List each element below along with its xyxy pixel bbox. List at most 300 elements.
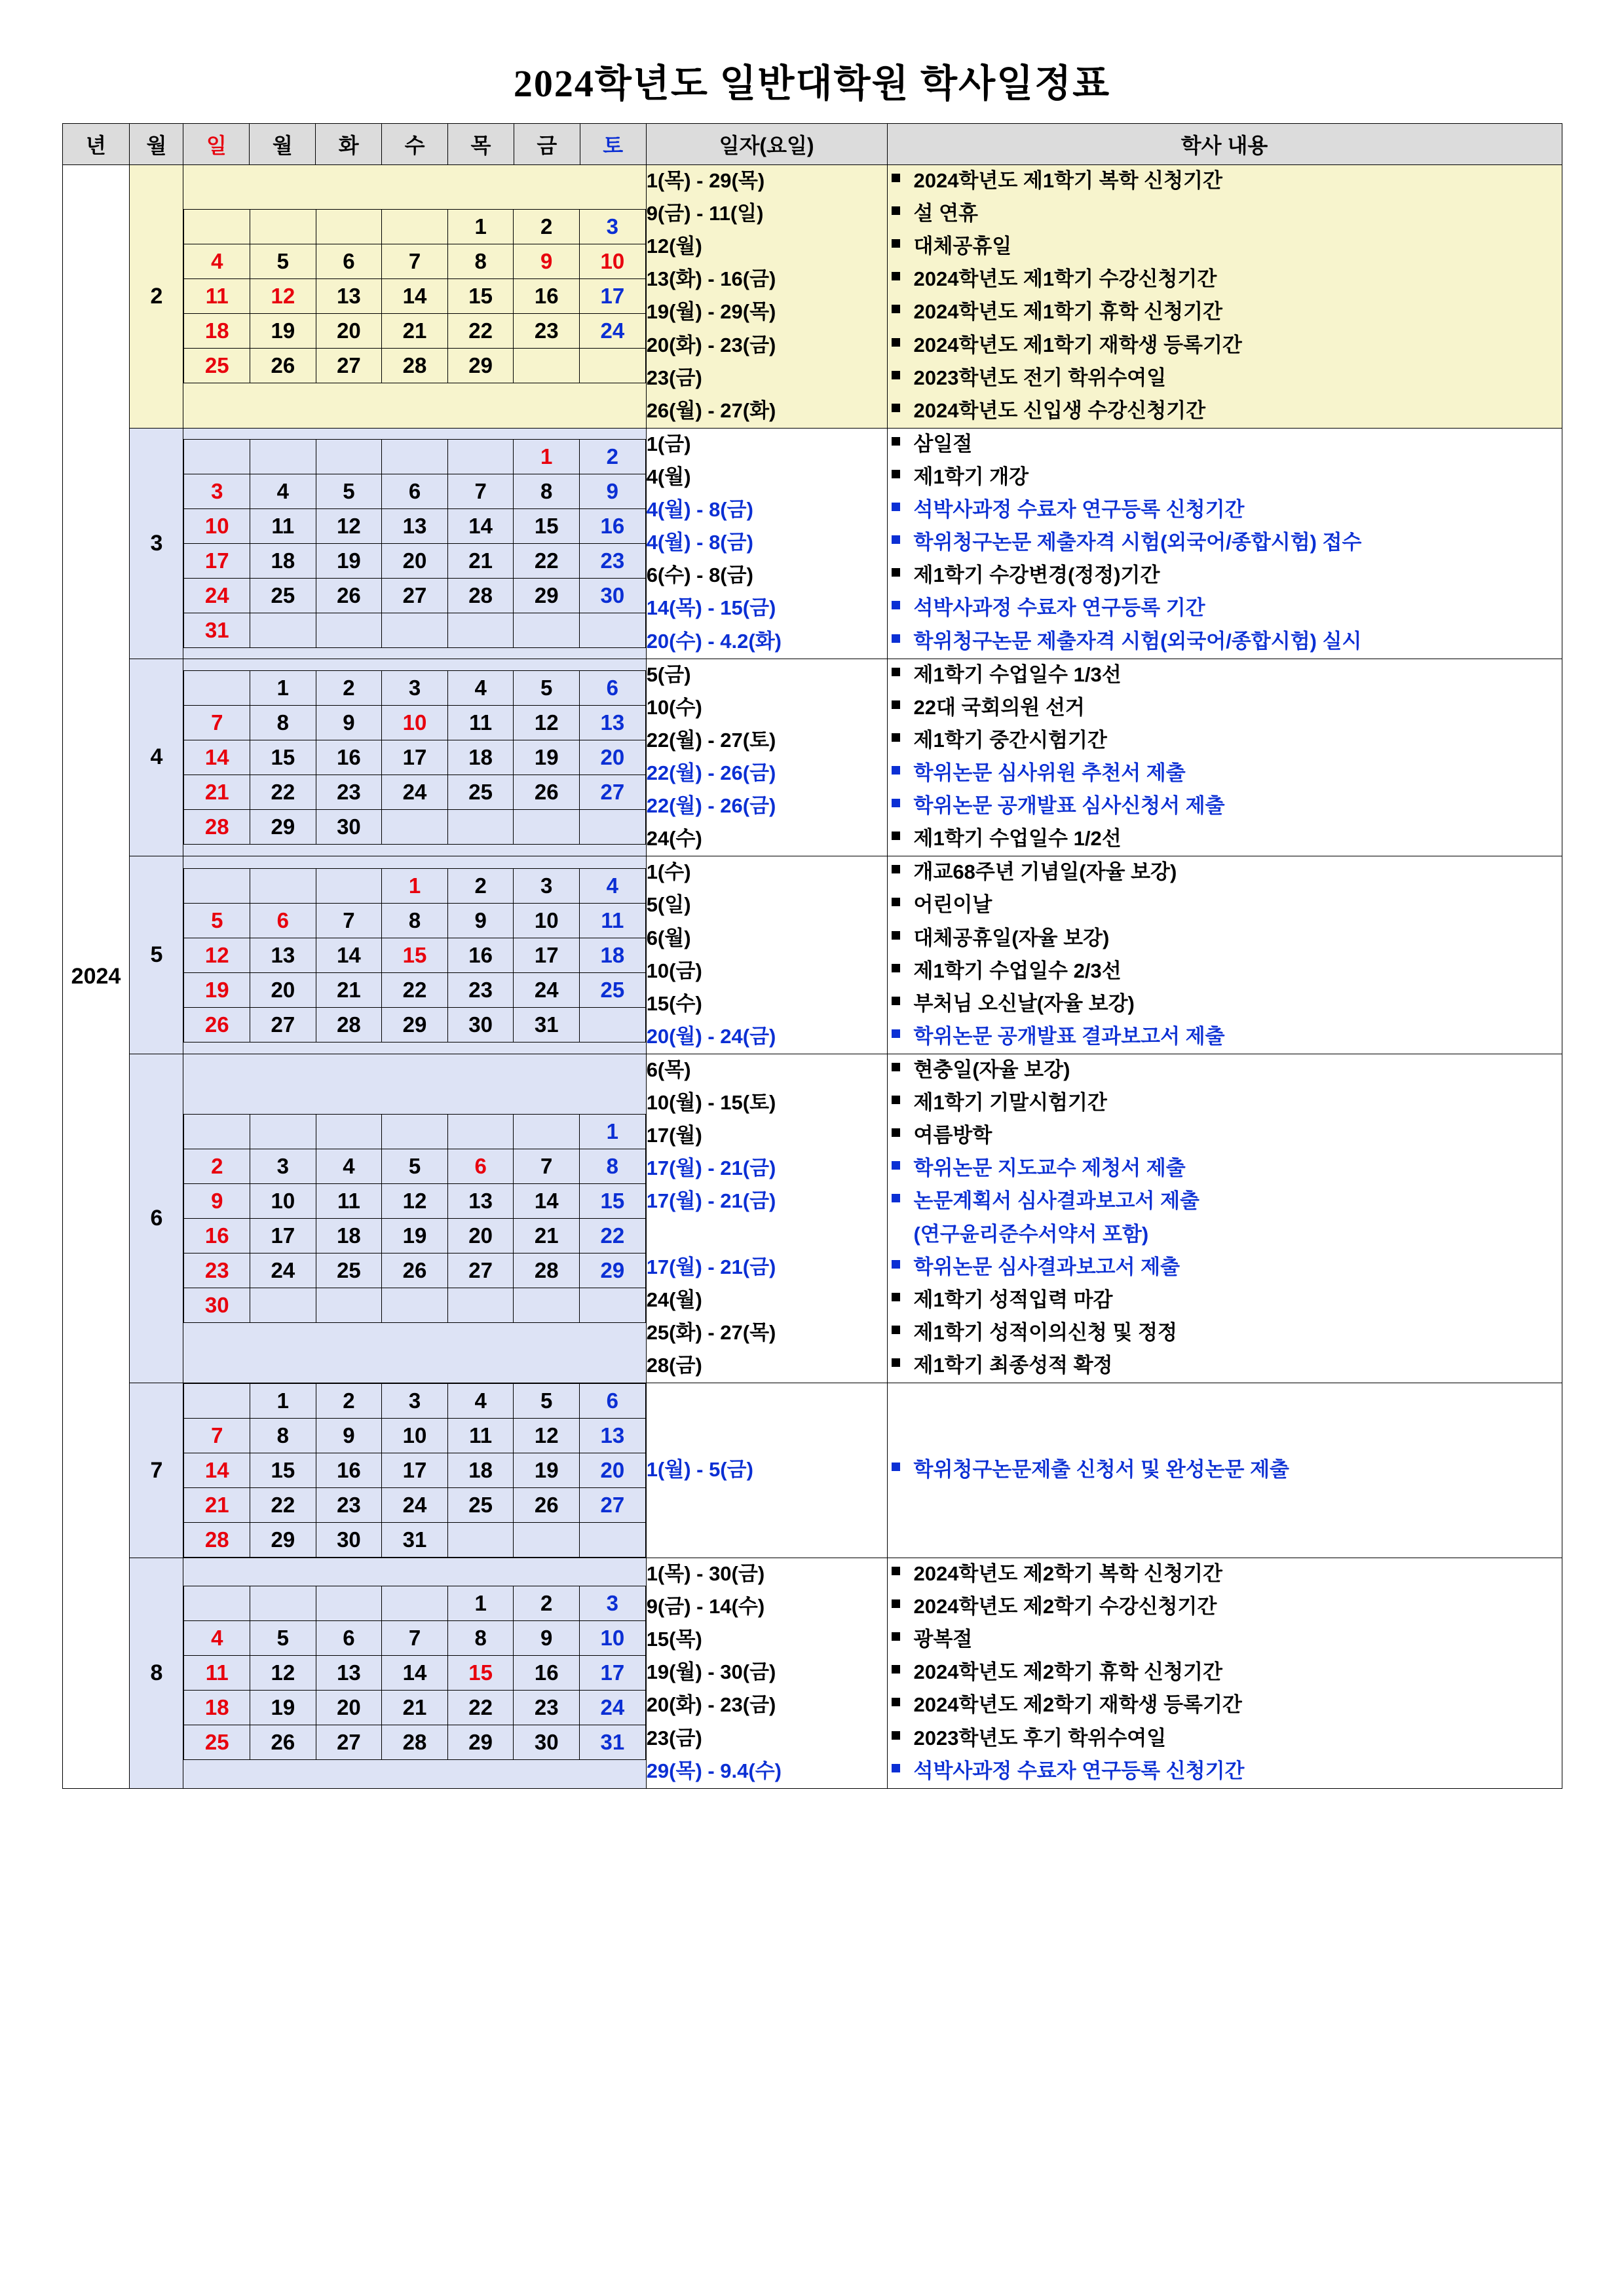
content-entry [888, 1624, 1562, 1655]
day-cell: 16 [316, 1453, 382, 1488]
day-cell: 6 [580, 670, 646, 705]
day-cell: 31 [514, 1007, 580, 1042]
header-weekday-thu: 목 [448, 124, 514, 165]
content-text: 제1학기 성적입력 마감 [913, 1288, 1113, 1311]
day-cell: 29 [447, 1725, 514, 1760]
week-row [184, 578, 645, 613]
day-cell: 9 [316, 1419, 382, 1453]
week-row [184, 1656, 645, 1691]
week-row [184, 670, 645, 705]
day-cell [250, 439, 316, 474]
day-cell: 11 [447, 1419, 514, 1453]
day-cell [316, 1288, 382, 1323]
day-cell: 19 [382, 1219, 448, 1253]
bullet-icon [892, 503, 900, 511]
day-cell: 25 [184, 1725, 250, 1760]
day-cell [580, 613, 646, 647]
day-cell: 18 [250, 543, 316, 578]
day-cell: 19 [250, 1691, 316, 1725]
day-cell: 27 [316, 349, 382, 383]
day-cell: 24 [382, 1488, 448, 1523]
day-cell: 28 [316, 1007, 382, 1042]
day-cell: 16 [184, 1219, 250, 1253]
content-list-cell [887, 1558, 1562, 1789]
day-cell: 23 [580, 543, 646, 578]
week-row [184, 740, 645, 775]
table-header [62, 124, 1562, 165]
day-cell: 17 [514, 938, 580, 972]
day-cell: 18 [184, 314, 250, 349]
date-list-cell [646, 1558, 887, 1789]
day-cell: 31 [184, 613, 250, 647]
content-text: 2024학년도 제2학기 복학 신청기간 [913, 1562, 1222, 1586]
content-entry [888, 560, 1562, 590]
content-text: 학위논문 공개발표 결과보고서 제출 [913, 1024, 1225, 1048]
content-text: 2024학년도 제1학기 재학생 등록기간 [913, 333, 1242, 356]
day-cell: 2 [184, 1149, 250, 1184]
day-cell [514, 1115, 580, 1149]
day-cell: 27 [250, 1007, 316, 1042]
day-cell: 22 [250, 775, 316, 809]
day-cell: 12 [316, 508, 382, 543]
day-cell: 18 [316, 1219, 382, 1253]
header-weekday-wed: 수 [382, 124, 448, 165]
day-cell: 25 [250, 578, 316, 613]
day-cell [250, 613, 316, 647]
content-entry [888, 263, 1562, 294]
date-list-cell [646, 856, 887, 1054]
content-entry [888, 1350, 1562, 1381]
month-cell: 8 [130, 1558, 183, 1789]
date-entry: 17(월) - 21(금) [646, 1189, 776, 1213]
month-day-grid [183, 1558, 646, 1789]
day-cell: 6 [316, 244, 382, 279]
week-row [184, 1007, 645, 1042]
day-cell: 11 [184, 279, 250, 314]
bullet-icon [892, 1128, 900, 1137]
day-cell: 29 [250, 1523, 316, 1558]
day-cell: 11 [316, 1184, 382, 1219]
day-cell [250, 210, 316, 244]
bullet-icon [892, 799, 900, 807]
content-text: 제1학기 수업일수 1/3선 [913, 662, 1122, 686]
date-entry [647, 1219, 887, 1250]
content-text: 여름방학 [913, 1124, 992, 1147]
week-row [184, 1621, 645, 1656]
date-entry: 22(월) - 27(토) [646, 728, 776, 752]
day-cell: 23 [514, 314, 580, 349]
content-entry [888, 955, 1562, 986]
day-cell: 11 [580, 903, 646, 938]
bullet-icon [892, 733, 900, 742]
day-cell: 8 [514, 474, 580, 508]
bullet-icon [892, 1665, 900, 1674]
date-entry: 25(화) - 27(목) [646, 1320, 776, 1344]
week-row [184, 1586, 645, 1621]
academic-calendar-table [62, 123, 1562, 1789]
day-cell: 29 [514, 578, 580, 613]
day-cell: 16 [514, 1656, 580, 1691]
day-cell: 25 [447, 1488, 514, 1523]
day-cell: 3 [580, 1586, 646, 1621]
day-cell: 19 [184, 972, 250, 1007]
content-text: 2023학년도 후기 학위수여일 [913, 1726, 1167, 1750]
day-cell [447, 1115, 514, 1149]
bullet-icon [892, 404, 900, 412]
month-day-grid [183, 428, 646, 659]
content-text: 제1학기 수업일수 1/2선 [913, 827, 1122, 851]
day-cell: 28 [382, 349, 448, 383]
day-cell: 5 [514, 670, 580, 705]
content-list-cell [887, 1383, 1562, 1558]
date-entry: 19(월) - 29(목) [646, 300, 776, 324]
day-cell: 12 [250, 279, 316, 314]
day-cell: 28 [184, 809, 250, 844]
content-entry [888, 1755, 1562, 1786]
day-cell [184, 439, 250, 474]
day-cell: 11 [184, 1656, 250, 1691]
week-row [184, 474, 645, 508]
content-entry [888, 1120, 1562, 1151]
day-cell: 7 [514, 1149, 580, 1184]
day-cell [184, 1115, 250, 1149]
day-cell: 29 [382, 1007, 448, 1042]
day-cell: 13 [250, 938, 316, 972]
content-entry [888, 1317, 1562, 1348]
content-text: 논문계획서 심사결과보고서 제출 [913, 1189, 1199, 1213]
bullet-icon [892, 1698, 900, 1706]
day-cell: 3 [184, 474, 250, 508]
day-cell: 4 [184, 244, 250, 279]
day-cell: 26 [316, 578, 382, 613]
day-cell: 29 [447, 349, 514, 383]
day-cell: 1 [514, 439, 580, 474]
bullet-icon [892, 898, 900, 906]
day-cell: 24 [514, 972, 580, 1007]
day-cell: 17 [382, 740, 448, 775]
bullet-icon [892, 1632, 900, 1641]
day-cell: 23 [514, 1691, 580, 1725]
day-cell [382, 809, 448, 844]
week-row [184, 314, 645, 349]
content-text: 설 연휴 [913, 202, 978, 225]
day-cell: 28 [447, 578, 514, 613]
content-text: 석박사과정 수료자 연구등록 기간 [913, 596, 1205, 620]
day-cell: 17 [382, 1453, 448, 1488]
day-cell: 25 [447, 775, 514, 809]
content-entry [888, 330, 1562, 360]
day-cell: 27 [316, 1725, 382, 1760]
day-cell: 17 [250, 1219, 316, 1253]
bullet-icon [892, 1326, 900, 1334]
day-cell: 20 [580, 1453, 646, 1488]
day-cell: 2 [447, 868, 514, 903]
week-row [184, 349, 645, 383]
day-cell: 11 [250, 508, 316, 543]
table-body [62, 165, 1562, 1789]
date-entry: 1(금) [646, 432, 691, 455]
date-entry: 4(월) [646, 465, 691, 488]
bullet-icon [892, 865, 900, 873]
week-row [184, 1725, 645, 1760]
day-cell [514, 1523, 580, 1558]
date-entry: 19(월) - 30(금) [646, 1660, 776, 1684]
date-entry: 6(수) - 8(금) [646, 564, 753, 587]
day-cell: 20 [447, 1219, 514, 1253]
content-text: 학위논문 공개발표 심사신청서 제출 [913, 794, 1225, 818]
content-entry [888, 1656, 1562, 1687]
content-entry [888, 823, 1562, 854]
day-cell: 21 [382, 1691, 448, 1725]
day-cell: 8 [382, 903, 448, 938]
bullet-icon [892, 371, 900, 379]
date-entry: 22(월) - 26(금) [646, 794, 776, 818]
day-cell: 26 [514, 775, 580, 809]
day-cell: 1 [447, 1586, 514, 1621]
page-title: 2024학년도 일반대학원 학사일정표 [513, 62, 1111, 105]
bullet-icon [892, 470, 900, 478]
date-list-cell [646, 1383, 887, 1558]
week-row [184, 809, 645, 844]
day-cell: 6 [382, 474, 448, 508]
content-entry [888, 1591, 1562, 1622]
day-cell: 27 [447, 1253, 514, 1288]
week-row [184, 1219, 645, 1253]
date-entry: 20(수) - 4.2(화) [646, 629, 782, 653]
content-entry [888, 856, 1562, 887]
content-text: 2023학년도 전기 학위수여일 [913, 366, 1167, 389]
day-cell [580, 1523, 646, 1558]
content-entry [888, 362, 1562, 393]
day-cell: 22 [447, 1691, 514, 1725]
content-text: 제1학기 수강변경(정정)기간 [913, 564, 1160, 587]
bullet-icon [892, 1260, 900, 1269]
date-entry: 1(목) - 30(금) [646, 1562, 765, 1586]
content-text: 개교68주년 기념일(자율 보강) [913, 860, 1177, 884]
day-cell: 7 [184, 1419, 250, 1453]
day-cell: 13 [382, 508, 448, 543]
day-cell: 30 [184, 1288, 250, 1323]
day-cell: 3 [580, 210, 646, 244]
date-list-cell [646, 165, 887, 429]
day-cell [580, 349, 646, 383]
date-entry: 20(화) - 23(금) [646, 1693, 776, 1717]
day-cell: 26 [184, 1007, 250, 1042]
week-row [184, 1288, 645, 1323]
day-cell [447, 439, 514, 474]
day-cell: 10 [514, 903, 580, 938]
day-cell: 5 [514, 1384, 580, 1419]
content-text: 삼일절 [913, 432, 973, 455]
date-list-cell [646, 1054, 887, 1383]
day-cell: 24 [580, 314, 646, 349]
day-cell: 21 [184, 1488, 250, 1523]
day-cell: 13 [580, 1419, 646, 1453]
content-entry [888, 494, 1562, 525]
day-cell: 22 [447, 314, 514, 349]
bullet-icon [892, 305, 900, 313]
date-entry: 26(월) - 27(화) [646, 398, 776, 422]
day-cell: 7 [447, 474, 514, 508]
content-entry [888, 1087, 1562, 1118]
content-entry [888, 1219, 1562, 1250]
day-cell: 17 [580, 279, 646, 314]
bullet-icon [892, 1358, 900, 1367]
day-cell: 1 [382, 868, 448, 903]
week-row [184, 279, 645, 314]
week-row [184, 1488, 645, 1523]
day-cell [250, 1115, 316, 1149]
day-cell: 7 [382, 1621, 448, 1656]
date-entry: 5(금) [646, 662, 691, 686]
day-cell: 8 [250, 705, 316, 740]
day-cell: 12 [514, 705, 580, 740]
day-cell: 17 [184, 543, 250, 578]
week-row [184, 1419, 645, 1453]
day-cell [382, 1586, 448, 1621]
day-cell: 26 [514, 1488, 580, 1523]
day-cell: 12 [382, 1184, 448, 1219]
date-entry: 4(월) - 8(금) [646, 531, 753, 554]
content-entry [888, 692, 1562, 723]
week-row [184, 1523, 645, 1558]
date-entry: 12(월) [646, 235, 702, 258]
date-entry: 23(금) [646, 366, 702, 389]
bullet-icon [892, 964, 900, 972]
day-cell: 1 [580, 1115, 646, 1149]
date-entry: 5(일) [646, 893, 691, 917]
day-cell: 2 [316, 670, 382, 705]
date-entry: 10(수) [646, 695, 702, 719]
month-cell: 3 [130, 428, 183, 659]
day-cell: 11 [447, 705, 514, 740]
month-cell: 2 [130, 165, 183, 429]
date-entry: 24(수) [646, 827, 702, 851]
bullet-icon [892, 1731, 900, 1740]
day-cell: 9 [514, 1621, 580, 1656]
date-entry: 1(월) - 5(금) [646, 1457, 753, 1481]
day-cell: 25 [580, 972, 646, 1007]
bullet-icon [892, 1161, 900, 1170]
content-text: 2024학년도 제1학기 복학 신청기간 [913, 169, 1222, 192]
header-weekday-mon: 월 [250, 124, 316, 165]
bullet-icon [892, 1063, 900, 1071]
date-entry: 24(월) [646, 1288, 702, 1311]
content-text: 학위청구논문 제출자격 시험(외국어/종합시험) 실시 [913, 629, 1362, 653]
day-cell: 4 [316, 1149, 382, 1184]
month-cell: 7 [130, 1383, 183, 1558]
day-cell: 28 [514, 1253, 580, 1288]
content-entry [888, 757, 1562, 788]
content-entry [888, 626, 1562, 657]
month-row [62, 659, 1562, 856]
day-cell: 23 [447, 972, 514, 1007]
content-entry [888, 1454, 1562, 1485]
day-cell: 10 [250, 1184, 316, 1219]
header-weekday-sun: 일 [183, 124, 250, 165]
day-cell: 3 [382, 670, 448, 705]
day-cell [316, 1115, 382, 1149]
bullet-icon [892, 206, 900, 215]
day-cell: 23 [316, 775, 382, 809]
content-entry [888, 790, 1562, 821]
week-row [184, 903, 645, 938]
content-text: 석박사과정 수료자 연구등록 신청기간 [913, 498, 1245, 522]
date-entry: 14(목) - 15(금) [646, 596, 776, 620]
day-cell: 1 [447, 210, 514, 244]
week-row [184, 210, 645, 244]
day-cell: 13 [580, 705, 646, 740]
month-row [62, 1383, 1562, 1558]
month-row [62, 428, 1562, 659]
content-entry [888, 296, 1562, 327]
day-cell: 31 [382, 1523, 448, 1558]
content-text: 학위논문 지도교수 제청서 제출 [913, 1157, 1186, 1180]
day-cell [250, 1586, 316, 1621]
day-cell: 6 [447, 1149, 514, 1184]
header-weekday-sat: 토 [580, 124, 646, 165]
week-row [184, 1253, 645, 1288]
bullet-icon [892, 437, 900, 446]
year-cell: 2024 [62, 165, 130, 1789]
day-cell: 16 [580, 508, 646, 543]
date-entry: 20(화) - 23(금) [646, 333, 776, 356]
date-entry: 6(목) [646, 1058, 691, 1081]
bullet-icon [892, 832, 900, 840]
content-entry [888, 923, 1562, 953]
content-entry [888, 1185, 1562, 1216]
bullet-icon [892, 1194, 900, 1202]
day-cell: 4 [580, 868, 646, 903]
week-row [184, 1184, 645, 1219]
day-cell: 9 [447, 903, 514, 938]
day-cell: 19 [250, 314, 316, 349]
bullet-icon [892, 568, 900, 577]
day-cell: 14 [184, 740, 250, 775]
month-day-grid [183, 856, 646, 1054]
week-row [184, 1149, 645, 1184]
content-text: 학위청구논문 제출자격 시험(외국어/종합시험) 접수 [913, 531, 1362, 554]
day-cell: 30 [580, 578, 646, 613]
day-cell [184, 210, 250, 244]
day-cell: 31 [580, 1725, 646, 1760]
day-cell: 19 [514, 740, 580, 775]
day-cell: 15 [382, 938, 448, 972]
day-cell: 8 [250, 1419, 316, 1453]
date-entry: 29(목) - 9.4(수) [646, 1759, 782, 1782]
day-cell [184, 1384, 250, 1419]
day-cell: 27 [580, 1488, 646, 1523]
day-cell [580, 1007, 646, 1042]
day-cell: 15 [580, 1184, 646, 1219]
week-row [184, 508, 645, 543]
day-cell: 17 [580, 1656, 646, 1691]
content-text: 22대 국회의원 선거 [913, 695, 1085, 719]
day-cell: 10 [580, 1621, 646, 1656]
content-list-cell [887, 165, 1562, 429]
day-cell: 8 [580, 1149, 646, 1184]
week-row [184, 938, 645, 972]
month-cell: 6 [130, 1054, 183, 1383]
content-text: 어린이날 [913, 893, 992, 917]
month-day-grid [183, 165, 646, 429]
day-cell [382, 1115, 448, 1149]
content-entry [888, 1558, 1562, 1589]
day-cell: 9 [184, 1184, 250, 1219]
day-cell [447, 809, 514, 844]
day-cell: 27 [580, 775, 646, 809]
content-text: 2024학년도 제1학기 휴학 신청기간 [913, 300, 1222, 324]
